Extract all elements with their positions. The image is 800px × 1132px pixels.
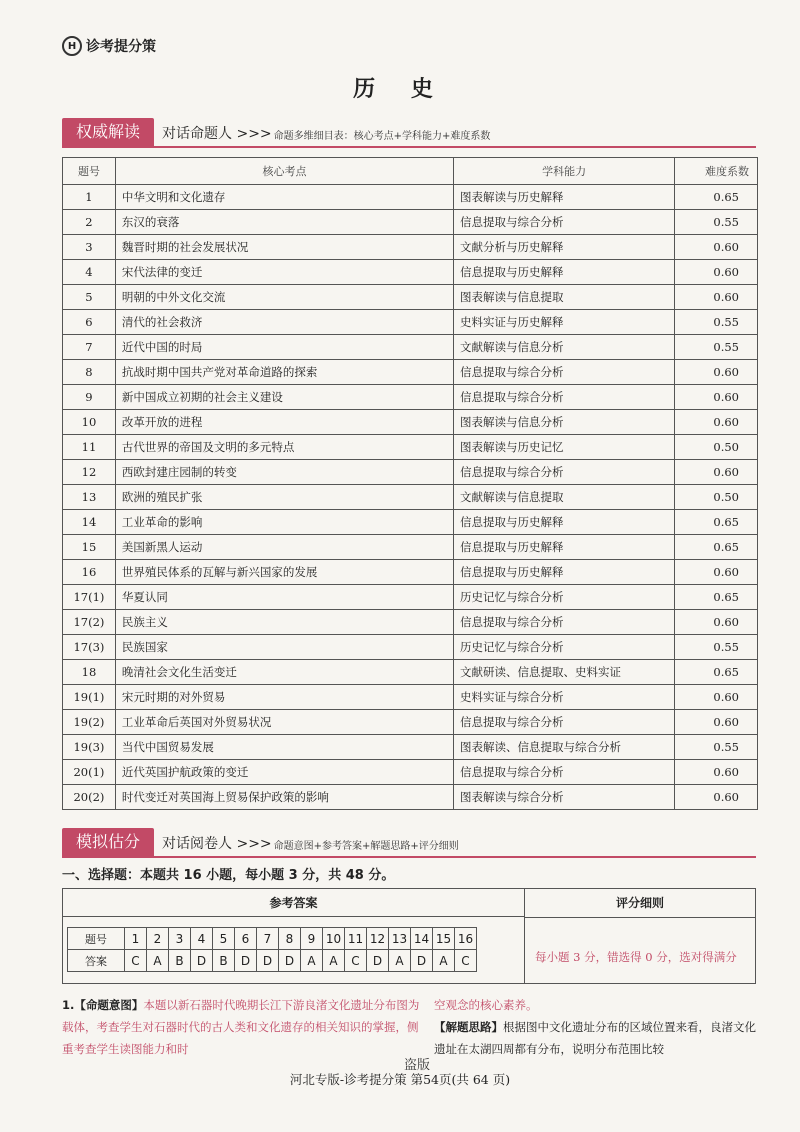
cell-topic: 晚清社会文化生活变迁 xyxy=(115,660,453,685)
answer-box xyxy=(62,888,756,984)
cell-topic: 当代中国贸易发展 xyxy=(115,735,453,760)
table-row xyxy=(63,585,758,610)
cell-number: 10 xyxy=(63,410,116,435)
intent-text-continued: 空观念的核心素养。 xyxy=(434,998,538,1012)
cell-number: 12 xyxy=(63,460,116,485)
cell-topic: 中华文明和文化遗存 xyxy=(115,185,453,210)
cell-skill: 历史记忆与综合分析 xyxy=(454,635,675,660)
cell-difficulty: 0.60 xyxy=(675,610,758,635)
table-row xyxy=(63,360,758,385)
cell-skill: 信息提取与历史解释 xyxy=(454,510,675,535)
table-row xyxy=(63,510,758,535)
cell-skill: 图表解读与历史记忆 xyxy=(454,435,675,460)
cell-skill: 图表解读、信息提取与综合分析 xyxy=(454,735,675,760)
cell-topic: 民族国家 xyxy=(115,635,453,660)
cell-skill: 信息提取与综合分析 xyxy=(454,360,675,385)
col-header-topic: 核心考点 xyxy=(115,158,453,185)
table-row xyxy=(63,185,758,210)
answer-number-cell: 11 xyxy=(345,928,367,950)
answer-value-cell: D xyxy=(279,950,301,972)
answer-value-cell: B xyxy=(169,950,191,972)
table-row xyxy=(63,210,758,235)
cell-difficulty: 0.60 xyxy=(675,685,758,710)
answer-number-cell: 7 xyxy=(257,928,279,950)
answer-number-cell: 15 xyxy=(433,928,455,950)
section-subtitle: 命题意图+参考答案+解题思路+评分细则 xyxy=(273,841,459,852)
cell-difficulty: 0.65 xyxy=(675,185,758,210)
answer-value-cell: A xyxy=(389,950,411,972)
table-row xyxy=(63,610,758,635)
answer-number-cell: 16 xyxy=(455,928,477,950)
cell-topic: 古代世界的帝国及文明的多元特点 xyxy=(115,435,453,460)
page-footer: 河北专版-诊考提分策 第54页(共 64 页) xyxy=(289,1072,511,1087)
cell-skill: 图表解读与历史解释 xyxy=(454,185,675,210)
section-tag: 模拟估分 xyxy=(62,828,154,856)
answer-value-cell: D xyxy=(411,950,433,972)
cell-topic: 近代中国的时局 xyxy=(115,335,453,360)
cell-topic: 东汉的衰落 xyxy=(115,210,453,235)
cell-topic: 华夏认同 xyxy=(115,585,453,610)
explanation-right xyxy=(434,994,758,1060)
cell-difficulty: 0.60 xyxy=(675,785,758,810)
answer-number-cell: 5 xyxy=(213,928,235,950)
cell-difficulty: 0.50 xyxy=(675,435,758,460)
cell-topic: 宋代法律的变迁 xyxy=(115,260,453,285)
explanation-left xyxy=(62,994,420,1060)
cell-skill: 信息提取与综合分析 xyxy=(454,210,675,235)
answer-number-cell: 12 xyxy=(367,928,389,950)
answer-value-cell: A xyxy=(301,950,323,972)
answer-grid xyxy=(67,927,477,972)
cell-difficulty: 0.55 xyxy=(675,735,758,760)
intent-text: 本题以新石器时代晚期长江下游良渚文化遗址分布图为载体，考查学生对石器时代的古人类和文化遗存的相关知识的掌握，侧重考查学生读图能力和时 xyxy=(62,998,420,1056)
cell-topic: 时代变迁对英国海上贸易保护政策的影响 xyxy=(115,785,453,810)
cell-number: 14 xyxy=(63,510,116,535)
cell-difficulty: 0.55 xyxy=(675,310,758,335)
cell-number: 9 xyxy=(63,385,116,410)
cell-difficulty: 0.60 xyxy=(675,260,758,285)
answer-number-cell: 9 xyxy=(301,928,323,950)
cell-difficulty: 0.50 xyxy=(675,485,758,510)
answer-number-cell: 13 xyxy=(389,928,411,950)
answer-number-cell: 4 xyxy=(191,928,213,950)
cell-number: 19(2) xyxy=(63,710,116,735)
table-row xyxy=(63,535,758,560)
cell-number: 18 xyxy=(63,660,116,685)
cell-skill: 史料实证与综合分析 xyxy=(454,685,675,710)
table-row xyxy=(63,685,758,710)
row-label: 题号 xyxy=(68,928,125,950)
cell-topic: 民族主义 xyxy=(115,610,453,635)
cell-topic: 近代英国护航政策的变迁 xyxy=(115,760,453,785)
cell-difficulty: 0.60 xyxy=(675,460,758,485)
cell-topic: 欧洲的殖民扩张 xyxy=(115,485,453,510)
answer-value-cell: C xyxy=(455,950,477,972)
answer-number-cell: 1 xyxy=(125,928,147,950)
answer-number-cell: 8 xyxy=(279,928,301,950)
cell-difficulty: 0.60 xyxy=(675,385,758,410)
cell-difficulty: 0.65 xyxy=(675,510,758,535)
cell-topic: 西欧封建庄园制的转变 xyxy=(115,460,453,485)
cell-skill: 史料实证与历史解释 xyxy=(454,310,675,335)
table-header-row xyxy=(63,158,758,185)
cell-topic: 明朝的中外文化交流 xyxy=(115,285,453,310)
watermark: 盗版 xyxy=(404,1058,431,1073)
cell-number: 15 xyxy=(63,535,116,560)
cell-difficulty: 0.60 xyxy=(675,560,758,585)
cell-number: 17(1) xyxy=(63,585,116,610)
cell-skill: 信息提取与综合分析 xyxy=(454,710,675,735)
cell-skill: 历史记忆与综合分析 xyxy=(454,585,675,610)
cell-topic: 世界殖民体系的瓦解与新兴国家的发展 xyxy=(115,560,453,585)
table-row xyxy=(63,285,758,310)
question-heading: 一、选择题：本题共 16 小题，每小题 3 分，共 48 分。 xyxy=(62,868,395,883)
answer-value-cell: A xyxy=(323,950,345,972)
cell-number: 17(2) xyxy=(63,610,116,635)
answer-number-cell: 3 xyxy=(169,928,191,950)
question-number: 1. xyxy=(62,998,75,1012)
table-row xyxy=(63,710,758,735)
cell-skill: 文献研读、信息提取、史料实证 xyxy=(454,660,675,685)
answer-value-cell: C xyxy=(345,950,367,972)
section-title: 对话命题人 >>> xyxy=(162,126,272,142)
section-subtitle: 命题多维细目表：核心考点+学科能力+难度系数 xyxy=(273,131,491,142)
cell-topic: 工业革命的影响 xyxy=(115,510,453,535)
core-table xyxy=(62,157,758,810)
cell-number: 13 xyxy=(63,485,116,510)
cell-skill: 信息提取与综合分析 xyxy=(454,460,675,485)
answer-value-cell: D xyxy=(367,950,389,972)
answer-value-row xyxy=(68,950,477,972)
cell-difficulty: 0.60 xyxy=(675,360,758,385)
section-header-simulation xyxy=(62,828,756,858)
cell-topic: 改革开放的进程 xyxy=(115,410,453,435)
cell-skill: 信息提取与综合分析 xyxy=(454,385,675,410)
row-label: 答案 xyxy=(68,950,125,972)
cell-topic: 清代的社会救济 xyxy=(115,310,453,335)
answer-value-cell: A xyxy=(433,950,455,972)
table-row xyxy=(63,235,758,260)
cell-difficulty: 0.55 xyxy=(675,335,758,360)
intent-label: 【命题意图】 xyxy=(74,998,144,1012)
cell-difficulty: 0.60 xyxy=(675,710,758,735)
cell-topic: 宋元时期的对外贸易 xyxy=(115,685,453,710)
cell-number: 19(3) xyxy=(63,735,116,760)
cell-number: 2 xyxy=(63,210,116,235)
cell-difficulty: 0.55 xyxy=(675,635,758,660)
answer-header: 参考答案 xyxy=(63,889,525,917)
idea-text: 根据图中文化遗址分布的区域位置来看，良渚文化遗址在太湖四周都有分布，说明分布范围比较 xyxy=(434,1020,756,1056)
section-tag: 权威解读 xyxy=(62,118,154,146)
cell-difficulty: 0.60 xyxy=(675,235,758,260)
cell-skill: 文献分析与历史解释 xyxy=(454,235,675,260)
col-header-number: 题号 xyxy=(63,158,116,185)
cell-topic: 新中国成立初期的社会主义建设 xyxy=(115,385,453,410)
table-row xyxy=(63,635,758,660)
brand xyxy=(62,36,156,56)
col-header-difficulty: 难度系数 xyxy=(675,158,758,185)
cell-skill: 图表解读与信息提取 xyxy=(454,285,675,310)
cell-number: 19(1) xyxy=(63,685,116,710)
cell-number: 8 xyxy=(63,360,116,385)
cell-skill: 文献解读与信息分析 xyxy=(454,335,675,360)
idea-label: 【解题思路】 xyxy=(434,1020,503,1034)
cell-number: 6 xyxy=(63,310,116,335)
col-header-skill: 学科能力 xyxy=(454,158,675,185)
table-row xyxy=(63,660,758,685)
scoring-header: 评分细则 xyxy=(525,889,755,918)
section-title: 对话阅卷人 >>> xyxy=(162,836,272,852)
table-row xyxy=(63,435,758,460)
page-title: 历 史 xyxy=(353,76,447,102)
table-row xyxy=(63,785,758,810)
cell-difficulty: 0.55 xyxy=(675,210,758,235)
cell-skill: 文献解读与信息提取 xyxy=(454,485,675,510)
cell-skill: 信息提取与历史解释 xyxy=(454,560,675,585)
table-row xyxy=(63,410,758,435)
brand-logo-icon: H xyxy=(62,36,82,56)
table-row xyxy=(63,760,758,785)
answer-value-cell: B xyxy=(213,950,235,972)
table-row xyxy=(63,310,758,335)
cell-skill: 信息提取与综合分析 xyxy=(454,610,675,635)
cell-number: 20(1) xyxy=(63,760,116,785)
cell-topic: 抗战时期中国共产党对革命道路的探索 xyxy=(115,360,453,385)
cell-difficulty: 0.60 xyxy=(675,760,758,785)
answer-number-cell: 10 xyxy=(323,928,345,950)
answer-value-cell: C xyxy=(125,950,147,972)
cell-difficulty: 0.65 xyxy=(675,535,758,560)
cell-difficulty: 0.65 xyxy=(675,585,758,610)
cell-number: 17(3) xyxy=(63,635,116,660)
answer-value-cell: D xyxy=(235,950,257,972)
scoring-rule: 每小题 3 分，错选得 0 分，选对得满分 xyxy=(535,950,737,964)
cell-topic: 工业革命后英国对外贸易状况 xyxy=(115,710,453,735)
cell-number: 7 xyxy=(63,335,116,360)
cell-number: 3 xyxy=(63,235,116,260)
cell-skill: 信息提取与历史解释 xyxy=(454,260,675,285)
cell-number: 5 xyxy=(63,285,116,310)
answer-number-cell: 14 xyxy=(411,928,433,950)
cell-topic: 魏晋时期的社会发展状况 xyxy=(115,235,453,260)
cell-difficulty: 0.65 xyxy=(675,660,758,685)
cell-difficulty: 0.60 xyxy=(675,285,758,310)
table-row xyxy=(63,560,758,585)
brand-name: 诊考提分策 xyxy=(86,39,156,55)
answer-value-cell: D xyxy=(257,950,279,972)
answer-value-cell: A xyxy=(147,950,169,972)
section-header-authority xyxy=(62,118,756,148)
table-row xyxy=(63,335,758,360)
cell-topic: 美国新黑人运动 xyxy=(115,535,453,560)
cell-skill: 信息提取与综合分析 xyxy=(454,760,675,785)
table-row xyxy=(63,735,758,760)
cell-number: 4 xyxy=(63,260,116,285)
cell-number: 1 xyxy=(63,185,116,210)
answer-number-row xyxy=(68,928,477,950)
cell-difficulty: 0.60 xyxy=(675,410,758,435)
table-row xyxy=(63,260,758,285)
cell-skill: 信息提取与历史解释 xyxy=(454,535,675,560)
cell-skill: 图表解读与信息分析 xyxy=(454,410,675,435)
answer-pane xyxy=(63,917,525,983)
table-row xyxy=(63,485,758,510)
answer-value-cell: D xyxy=(191,950,213,972)
answer-number-cell: 2 xyxy=(147,928,169,950)
cell-number: 11 xyxy=(63,435,116,460)
answer-number-cell: 6 xyxy=(235,928,257,950)
table-row xyxy=(63,460,758,485)
cell-skill: 图表解读与综合分析 xyxy=(454,785,675,810)
table-row xyxy=(63,385,758,410)
cell-number: 16 xyxy=(63,560,116,585)
cell-number: 20(2) xyxy=(63,785,116,810)
